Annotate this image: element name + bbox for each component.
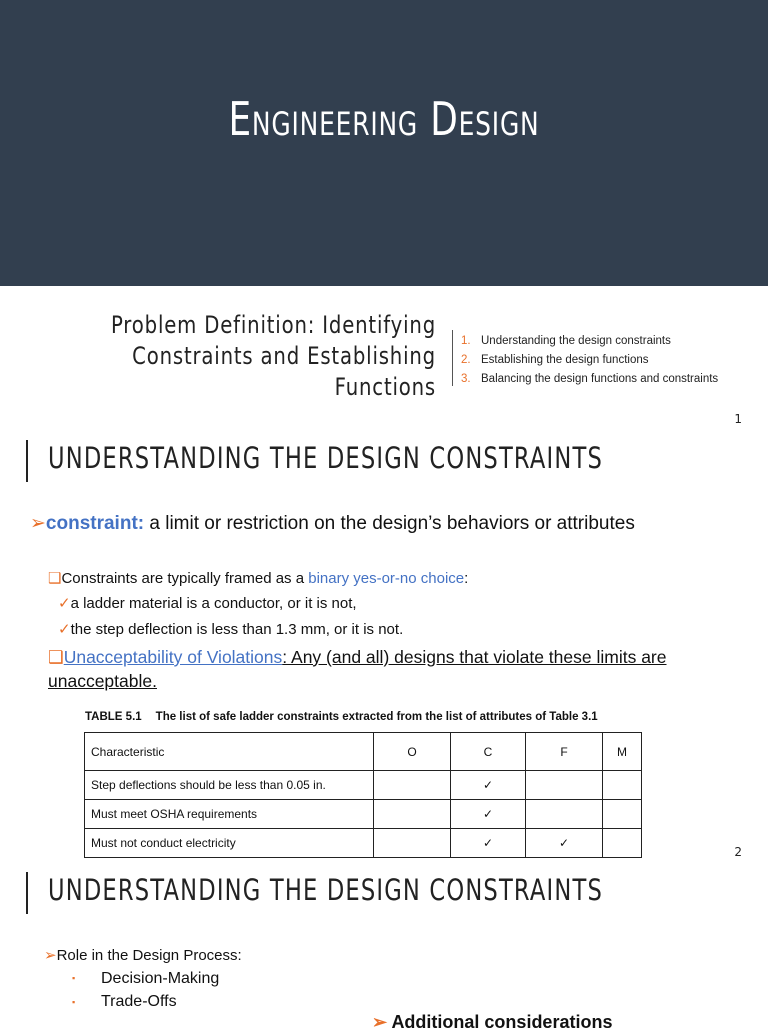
table-cell: Must not conduct electricity — [85, 829, 374, 858]
table-cell — [603, 829, 642, 858]
agenda-text: Understanding the design constraints — [481, 335, 671, 347]
binary-suffix: : — [464, 570, 469, 587]
table-cell — [603, 771, 642, 800]
table-header-cell: M — [603, 733, 642, 771]
cutoff-text: Additional considerations — [391, 1012, 613, 1032]
table-caption-text: The list of safe ladder constraints extracted from the list of attributes of Table 3.1 — [155, 711, 598, 723]
table-header-cell: F — [526, 733, 603, 771]
cutoff-bullet — [372, 1012, 612, 1033]
constraint-keyword: constraint: — [45, 513, 145, 534]
subtitle-line: Problem Definition: Identifying — [110, 311, 437, 339]
agenda-list — [461, 332, 718, 389]
table-caption-label: TABLE 5.1 — [85, 711, 142, 723]
arrow-bullet-icon: ➢ — [44, 947, 57, 964]
binary-prefix: Constraints are typically framed as a — [61, 570, 309, 587]
role-item: Trade-Offs — [101, 993, 177, 1011]
list-item — [72, 967, 219, 990]
table-cell: ✓ — [526, 829, 603, 858]
table-header-cell: Characteristic — [85, 733, 374, 771]
role-list — [72, 967, 219, 1014]
title-slide — [0, 0, 768, 432]
list-item — [72, 990, 219, 1013]
table-row — [85, 829, 642, 858]
arrow-bullet-icon: ➢ — [372, 1012, 388, 1032]
table-row — [85, 771, 642, 800]
agenda-text: Establishing the design functions — [481, 354, 649, 366]
section-title: UNDERSTANDING THE DESIGN CONSTRAINTS — [48, 441, 603, 475]
subtitle-line: Constraints and Establishing — [132, 342, 437, 370]
title-banner — [0, 0, 768, 286]
table-row — [85, 800, 642, 829]
table-cell: Step deflections should be less than 0.05 in. — [85, 771, 374, 800]
table-cell: Must meet OSHA requirements — [85, 800, 374, 829]
square-bullet-icon: ❑ — [48, 647, 64, 667]
table-cell — [603, 800, 642, 829]
check-icon: ✓ — [58, 621, 71, 638]
table-cell — [526, 771, 603, 800]
role-item: Decision-Making — [101, 970, 220, 987]
table-header-cell: O — [374, 733, 451, 771]
agenda-text: Balancing the design functions and constraints — [481, 373, 719, 385]
section-accent-bar — [26, 872, 28, 914]
agenda-number: 2. — [461, 354, 471, 366]
table-cell: ✓ — [451, 829, 526, 858]
binary-choice-line — [48, 569, 468, 587]
main-title: Engineering Design — [228, 92, 540, 146]
unacceptability-line — [48, 645, 728, 693]
role-heading — [44, 946, 242, 964]
check-item — [58, 620, 403, 638]
agenda-number: 1. — [461, 335, 471, 347]
constraint-definition — [30, 510, 720, 538]
unacceptability-text: : Any (and all) designs that violate these limits are unacceptable. — [48, 647, 667, 691]
table-cell — [374, 771, 451, 800]
page-number: 1 — [734, 412, 742, 426]
check-text: a ladder material is a conductor, or it is not, — [70, 595, 357, 612]
square-bullet-icon: ▪ — [72, 996, 76, 1007]
page-number: 2 — [734, 845, 742, 859]
agenda-item — [461, 332, 718, 351]
table-caption — [85, 711, 598, 723]
agenda-item — [461, 370, 718, 389]
check-item — [58, 594, 357, 612]
role-label: Role in the Design Process: — [56, 947, 242, 964]
agenda-number: 3. — [461, 373, 471, 385]
agenda-divider — [452, 330, 453, 386]
section-title: UNDERSTANDING THE DESIGN CONSTRAINTS — [48, 873, 603, 907]
subtitle — [92, 310, 436, 403]
ladder-constraints-table — [84, 732, 642, 858]
check-icon: ✓ — [58, 595, 71, 612]
table-cell: ✓ — [451, 771, 526, 800]
table-cell — [526, 800, 603, 829]
check-text: the step deflection is less than 1.3 mm, or it is not. — [70, 621, 404, 638]
binary-highlight: binary yes-or-no choice — [308, 570, 465, 587]
unacceptability-link[interactable]: Unacceptability of Violations — [63, 647, 283, 667]
table-cell — [374, 800, 451, 829]
table-cell: ✓ — [451, 800, 526, 829]
section-accent-bar — [26, 440, 28, 482]
square-bullet-icon: ▪ — [72, 973, 76, 984]
table-header-cell: C — [451, 733, 526, 771]
table-header-row — [85, 733, 642, 771]
constraint-text: a limit or restriction on the design’s behaviors or attributes — [149, 513, 635, 534]
subtitle-line: Functions — [334, 373, 436, 401]
arrow-bullet-icon: ➢ — [30, 513, 46, 534]
square-bullet-icon: ❑ — [48, 570, 62, 587]
table-cell — [374, 829, 451, 858]
agenda-item — [461, 351, 718, 370]
